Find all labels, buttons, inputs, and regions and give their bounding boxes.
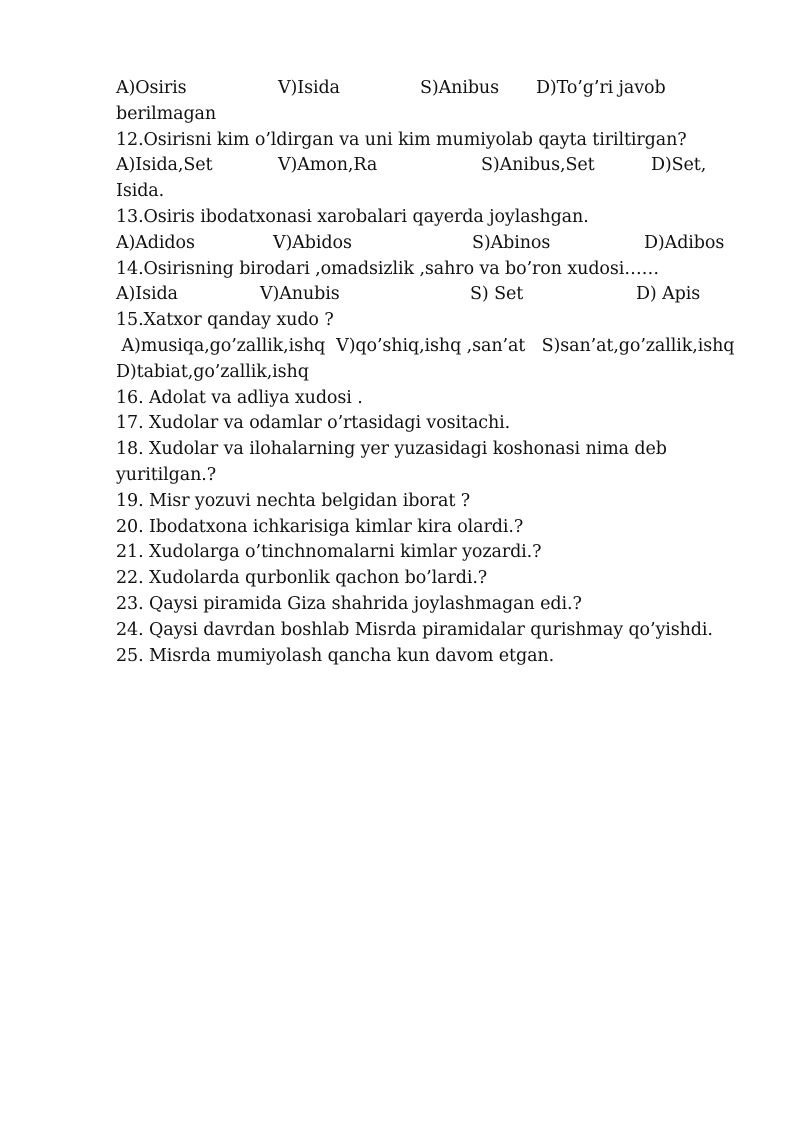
q12-option-d: D)Set, (651, 155, 707, 176)
q13-option-v: V)Abidos (273, 232, 352, 253)
q15-question-text: 15.Xatxor qanday xudo ? (116, 310, 334, 331)
question-18 (116, 437, 756, 463)
q15-continuation (116, 360, 756, 386)
q11-option-s: S)Anibus (420, 78, 499, 98)
q14-option-d: D) Apis (636, 284, 701, 305)
q12-options-row (116, 153, 756, 179)
question-23 (116, 592, 756, 618)
question-19-text: 19. Misr yozuvi nechta belgidan iborat ? (116, 490, 471, 511)
q14-options-row (116, 282, 756, 308)
q12-option-v: V)Amon,Ra (278, 155, 378, 176)
q15-continuation-text: D)tabiat,go’zallik,ishq (116, 361, 309, 382)
question-17-text: 17. Xudolar va odamlar o’rtasidagi vositachi. (116, 413, 511, 434)
question-22 (116, 566, 756, 592)
q14-option-v: V)Anubis (260, 284, 340, 305)
q13-option-d: D)Adibos (644, 232, 725, 253)
question-19 (116, 489, 756, 515)
q15-options-text: A)musiqa,go’zallik,ishq V)qo’shiq,ishq ,san’at S)san’at,go’zallik,ishq (116, 335, 735, 356)
q14-question (116, 257, 756, 283)
q12-option-a: A)Isida,Set (116, 155, 213, 176)
question-list (116, 76, 756, 669)
q11-option-v: V)Isida (278, 78, 340, 98)
question-24 (116, 618, 756, 644)
q11-continuation (116, 102, 756, 128)
question-21 (116, 540, 756, 566)
question-16-text: 16. Adolat va adliya xudosi . (116, 387, 363, 408)
question-25-text: 25. Misrda mumiyolash qancha kun davom etgan. (116, 645, 555, 666)
question-17 (116, 411, 756, 437)
question-21-text: 21. Xudolarga o’tinchnomalarni kimlar yozardi.? (116, 542, 542, 563)
q13-question-text: 13.Osiris ibodatxonasi xarobalari qayerda joylashgan. (116, 206, 589, 227)
q11-option-a: A)Osiris (116, 78, 187, 98)
q13-option-s: S)Abinos (472, 232, 551, 253)
q15-options-row (116, 334, 756, 360)
q12-option-s: S)Anibus,Set (481, 155, 595, 176)
q14-question-text: 14.Osirisning birodari ,omadsizlik ,sahro va bo’ron xudosi…… (116, 258, 660, 279)
q11-continuation-text: berilmagan (116, 103, 217, 124)
q12-question-text: 12.Osirisni kim o’ldirgan va uni kim mumiyolab qayta tiriltirgan? (116, 129, 687, 150)
q13-options-row (116, 231, 756, 257)
question-18-text: 18. Xudolar va ilohalarning yer yuzasidagi koshonasi nima deb (116, 439, 667, 460)
question-24-text: 24. Qaysi davrdan boshlab Misrda piramidalar qurishmay qo’yishdi. (116, 619, 713, 640)
question-20-text: 20. Ibodatxona ichkarisiga kimlar kira olardi.? (116, 516, 524, 537)
question-25 (116, 644, 756, 670)
question-23-text: 23. Qaysi piramida Giza shahrida joylashmagan edi.? (116, 593, 582, 614)
q12-continuation (116, 179, 756, 205)
q12-continuation-text: Isida. (116, 181, 165, 202)
q13-question (116, 205, 756, 231)
q13-option-a: A)Adidos (116, 232, 195, 253)
q12-question (116, 128, 756, 154)
q11-options-row (116, 76, 756, 102)
q11-option-d: D)To’g’ri javob (536, 78, 666, 98)
question-18-continuation-text: yuritilgan.? (116, 464, 216, 485)
question-22-text: 22. Xudolarda qurbonlik qachon bo’lardi.? (116, 568, 488, 589)
q15-question (116, 308, 756, 334)
question-18-continuation (116, 463, 756, 489)
q14-option-a: A)Isida (116, 284, 178, 305)
question-16 (116, 386, 756, 412)
question-20 (116, 515, 756, 541)
q14-option-s: S) Set (470, 284, 524, 305)
